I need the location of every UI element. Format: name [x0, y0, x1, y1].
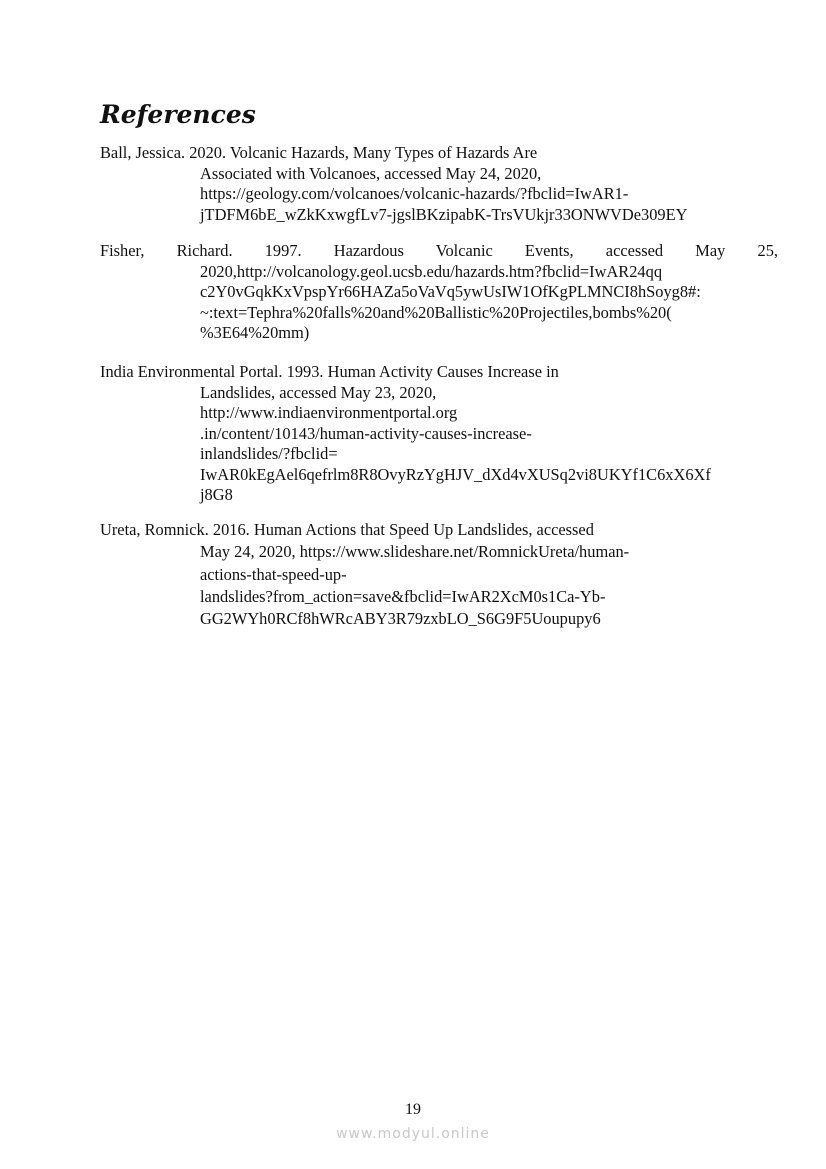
- reference-entry-fisher: [100, 241, 778, 344]
- reference-line: Fisher, Richard. 1997. Hazardous Volcanic Events, accessed May 25,: [100, 241, 778, 260]
- reference-line: Ball, Jessica. 2020. Volcanic Hazards, Many Types of Hazards Are: [100, 143, 538, 162]
- references-heading: References: [100, 100, 256, 129]
- reference-line: India Environmental Portal. 1993. Human Activity Causes Increase in: [100, 362, 559, 381]
- reference-link: actions-that-speed-up-: [200, 564, 347, 584]
- reference-entry-ball: [100, 143, 778, 225]
- reference-link: jTDFM6bE_wZkKxwgfLv7-jgslBKzipabK-TrsVUkjr33ONWVDe309EY: [200, 204, 688, 224]
- reference-link: .in/content/10143/human-activity-causes-increase-: [200, 423, 532, 443]
- reference-link: ~:text=Tephra%20falls%20and%20Ballistic%20Projectiles,bombs%20(: [200, 302, 672, 322]
- watermark: www.modyul.online: [336, 1126, 490, 1142]
- reference-link: %3E64%20mm): [200, 323, 310, 342]
- reference-link: 2020,http://volcanology.geol.ucsb.edu/hazards.htm?fbclid=IwAR24qq: [200, 261, 663, 281]
- reference-link: GG2WYh0RCf8hWRcABY3R79zxbLO_S6G9F5Uoupupy6: [200, 609, 601, 629]
- reference-link: c2Y0vGqkKxVpspYr66HAZa5oVaVq5ywUsIW1OfKgPLMNCI8hSoyg8#:: [200, 282, 701, 301]
- reference-line: Landslides, accessed May 23, 2020,: [200, 382, 437, 402]
- reference-link: inlandslides/?fbclid=: [200, 444, 338, 463]
- reference-link: https://geology.com/volcanoes/volcanic-hazards/?fbclid=IwAR1-: [200, 184, 629, 203]
- reference-line: Ureta, Romnick. 2016. Human Actions that Speed Up Landslides, accessed: [100, 520, 594, 539]
- reference-line: May 24, 2020, https://www.slideshare.net/RomnickUreta/human-: [200, 542, 630, 562]
- reference-link: landslides?from_action=save&fbclid=IwAR2XcM0s1Ca-Yb-: [200, 586, 606, 606]
- page-number: 19: [405, 1101, 421, 1118]
- reference-entry-india-environmental-portal: [100, 362, 778, 506]
- reference-link: j8G8: [200, 485, 233, 504]
- reference-link: http://www.indiaenvironmentportal.org: [200, 403, 458, 422]
- reference-link: IwAR0kEgAel6qefrlm8R8OvyRzYgHJV_dXd4vXUSq2vi8UKYf1C6xX6Xf: [200, 464, 711, 484]
- reference-line: Associated with Volcanoes, accessed May 24, 2020,: [200, 163, 542, 183]
- reference-entry-ureta: [100, 519, 778, 630]
